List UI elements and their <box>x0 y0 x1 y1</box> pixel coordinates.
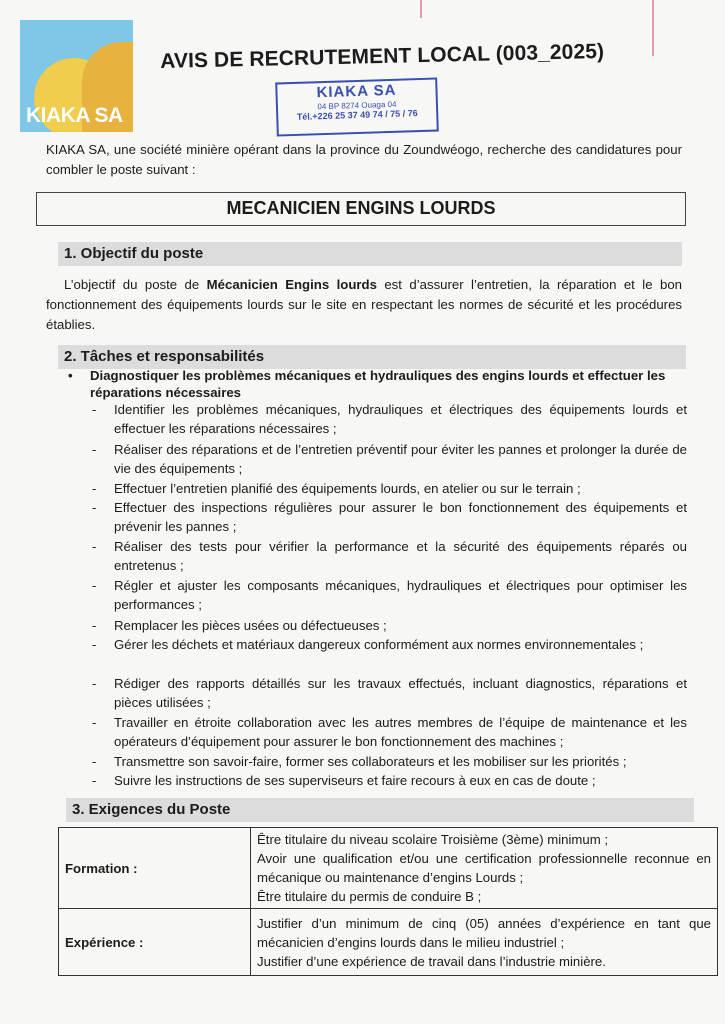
dash-icon: - <box>92 715 97 730</box>
task-text: Effectuer l’entretien planifié des équipements lourds, en atelier ou sur le terrain ; <box>114 481 581 496</box>
red-ink-mark <box>652 0 654 56</box>
section-heading-exigences: 3. Exigences du Poste <box>66 798 694 822</box>
task-text: Régler et ajuster les composants mécaniques, hydrauliques et électriques pour optimiser les performances ; <box>114 578 687 612</box>
task-text: Travailler en étroite collaboration avec les autres membres de l’équipe de maintenance et les opérateurs d’équipement pour assurer le bon fonctionnement des machines ; <box>114 715 687 749</box>
dash-icon: - <box>92 754 97 769</box>
task-text: Effectuer des inspections régulières pour assurer le bon fonctionnement des équipements et prévenir les pannes ; <box>114 500 687 534</box>
requirements-table <box>58 827 718 976</box>
page-title: AVIS DE RECRUTEMENT LOCAL (003_2025) <box>160 39 605 73</box>
intro-paragraph: KIAKA SA, une société minière opérant dans la province du Zoundwéogo, recherche des candidatures pour combler le poste suivant : <box>46 142 682 177</box>
main-bullet-text: Diagnostiquer les problèmes mécaniques et hydrauliques des engins lourds et effectuer les réparations nécessaires <box>90 368 666 400</box>
row-label: Formation : <box>59 828 251 909</box>
stamp-name: KIAKA SA <box>316 81 397 102</box>
dash-icon: - <box>92 500 97 515</box>
table-row <box>59 828 718 909</box>
requirement-line: Être titulaire du niveau scolaire Troisième (3ème) minimum ; <box>257 832 609 847</box>
section-heading-taches: 2. Tâches et responsabilités <box>58 345 686 369</box>
dash-icon: - <box>92 481 97 496</box>
requirement-line: Avoir une qualification et/ou une certification professionnelle reconnue en mécanique ou maintenance d’engins Lourds ; <box>257 851 711 885</box>
task-text: Identifier les problèmes mécaniques, hydrauliques et électriques des équipements lourds et effectuer les réparations nécessaires ; <box>114 402 687 436</box>
task-text: Suivre les instructions de ses superviseurs et faire recours à eux en cas de doute ; <box>114 773 596 788</box>
dash-icon: - <box>92 637 97 652</box>
task-text: Remplacer les pièces usées ou défectueuses ; <box>114 618 387 633</box>
red-ink-mark <box>420 0 422 18</box>
requirement-line: Justifier d’un minimum de cinq (05) années d’expérience en tant que mécanicien d’engins lourds dans le milieu industriel ; <box>257 915 711 950</box>
dash-icon: - <box>92 578 97 593</box>
job-title-box: MECANICIEN ENGINS LOURDS <box>36 192 686 226</box>
task-text: Réaliser des tests pour vérifier la performance et la sécurité des équipements réparés ou entretenus ; <box>114 539 687 573</box>
task-text: Rédiger des rapports détaillés sur les travaux effectués, incluant diagnostics, réparations et pièces utilisées ; <box>114 676 687 710</box>
requirement-line: Être titulaire du permis de conduire B ; <box>257 889 482 904</box>
stamp-phone: Tél.+226 25 37 49 74 / 75 / 76 <box>296 108 418 123</box>
dash-icon: - <box>92 676 97 691</box>
task-text: Transmettre son savoir-faire, former ses collaborateurs et les mobiliser sur les priorités ; <box>114 754 627 769</box>
dash-icon: - <box>92 539 97 554</box>
dash-icon: - <box>92 402 97 417</box>
company-logo <box>20 20 133 132</box>
objectif-text-pre: L’objectif du poste de <box>64 277 207 292</box>
stamp-address: 04 BP 8274 Ouaga 04 <box>317 99 397 111</box>
objectif-text-bold: Mécanicien Engins lourds <box>206 277 377 292</box>
dash-icon: - <box>92 442 97 457</box>
dash-icon: - <box>92 618 97 633</box>
logo-text: KIAKA SA <box>26 104 123 127</box>
section-heading-objectif: 1. Objectif du poste <box>58 242 682 266</box>
bullet-icon: • <box>68 368 73 383</box>
task-text: Réaliser des réparations et de l’entretien préventif pour éviter les pannes et prolonger la durée de vie des équipements ; <box>114 442 687 476</box>
row-label: Expérience : <box>59 909 251 976</box>
requirement-line: Justifier d’une expérience de travail dans l’industrie minière. <box>257 953 606 969</box>
company-stamp <box>275 77 439 136</box>
row-value <box>251 828 718 909</box>
objectif-paragraph <box>46 275 682 335</box>
task-text: Gérer les déchets et matériaux dangereux conformément aux normes environnementales ; <box>114 637 644 652</box>
dash-icon: - <box>92 773 97 788</box>
table-row <box>59 909 718 976</box>
objectif-text-post: est d’assurer l’entretien, la réparation et le bon fonctionnement des équipements lourds sur le site en respectant les normes de sécurité et les procédures établies. <box>46 277 682 332</box>
row-value <box>251 909 718 976</box>
